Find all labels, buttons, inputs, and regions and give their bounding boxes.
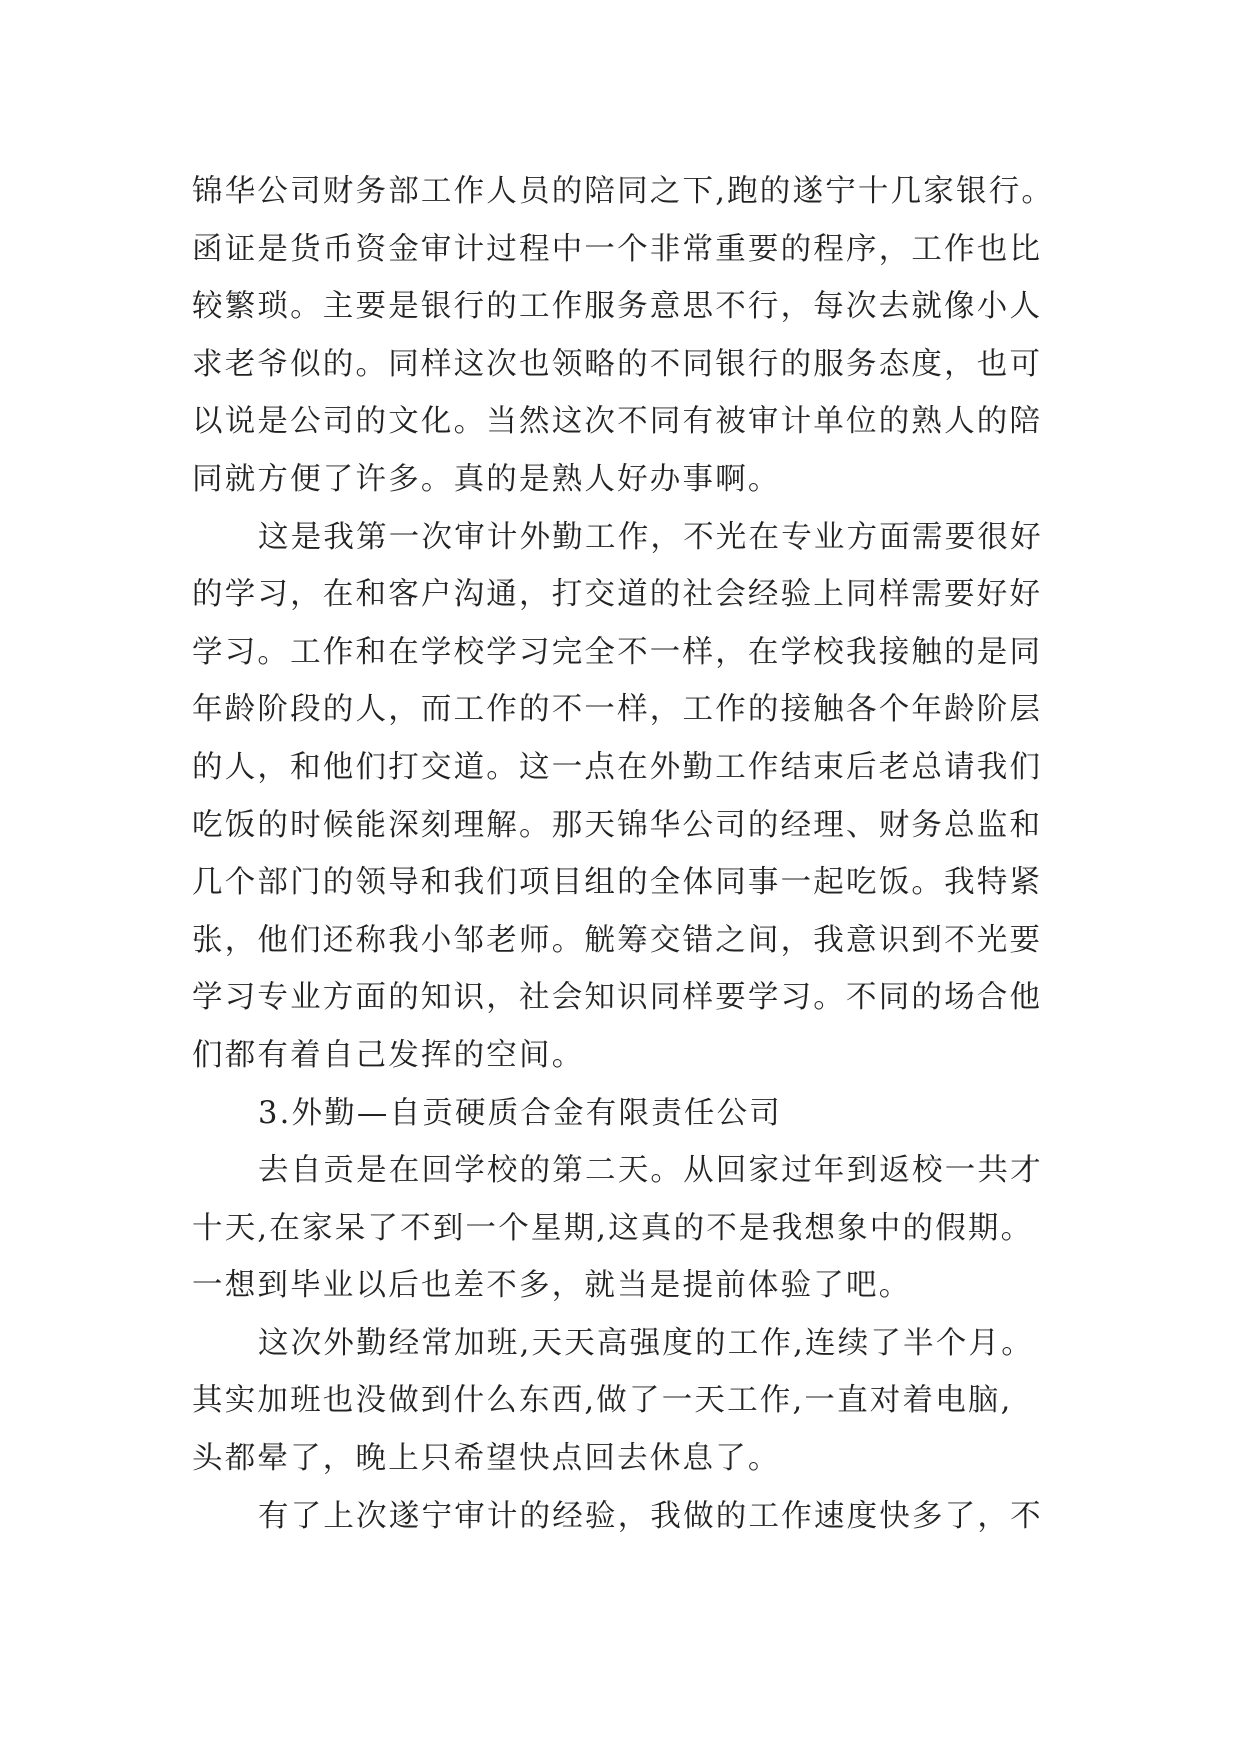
text-line: 头都晕了，晚上只希望快点回去休息了。 bbox=[192, 1441, 781, 1477]
text-line: 3.外勤—自贡硬质合金有限责任公司 bbox=[258, 1095, 782, 1131]
text-line: 较繁琐。主要是银行的工作服务意思不行，每次去就像小人 bbox=[192, 289, 1043, 325]
text-line: 有了上次遂宁审计的经验，我做的工作速度快多了，不 bbox=[258, 1498, 1043, 1534]
text-line: 几个部门的领导和我们项目组的全体同事一起吃饭。我特紧 bbox=[192, 865, 1043, 901]
text-line: 学习。工作和在学校学习完全不一样，在学校我接触的是同 bbox=[192, 634, 1043, 670]
text-line: 这是我第一次审计外勤工作，不光在专业方面需要很好 bbox=[258, 519, 1043, 555]
text-line: 们都有着自己发挥的空间。 bbox=[192, 1037, 585, 1073]
document-body bbox=[192, 163, 1092, 1545]
text-line: 十天,在家呆了不到一个星期,这真的不是我想象中的假期。 bbox=[192, 1210, 1034, 1246]
text-line: 这次外勤经常加班,天天高强度的工作,连续了半个月。 bbox=[258, 1325, 1034, 1361]
text-line: 张，他们还称我小邹老师。觥筹交错之间，我意识到不光要 bbox=[192, 922, 1043, 958]
text-line: 同就方便了许多。真的是熟人好办事啊。 bbox=[192, 461, 781, 497]
text-line: 学习专业方面的知识，社会知识同样要学习。不同的场合他 bbox=[192, 980, 1043, 1016]
text-line: 的学习，在和客户沟通，打交道的社会经验上同样需要好好 bbox=[192, 577, 1043, 613]
text-line: 其实加班也没做到什么东西,做了一天工作,一直对着电脑, bbox=[192, 1383, 1013, 1419]
text-line: 求老爷似的。同样这次也领略的不同银行的服务态度，也可 bbox=[192, 346, 1043, 382]
text-line: 函证是货币资金审计过程中一个非常重要的程序，工作也比 bbox=[192, 231, 1043, 267]
text-line: 的人，和他们打交道。这一点在外勤工作结束后老总请我们 bbox=[192, 749, 1043, 785]
text-line: 去自贡是在回学校的第二天。从回家过年到返校一共才 bbox=[258, 1153, 1043, 1189]
text-line: 以说是公司的文化。当然这次不同有被审计单位的熟人的陪 bbox=[192, 404, 1043, 440]
text-line: 吃饭的时候能深刻理解。那天锦华公司的经理、财务总监和 bbox=[192, 807, 1043, 843]
text-line: 锦华公司财务部工作人员的陪同之下,跑的遂宁十几家银行。 bbox=[192, 174, 1055, 209]
text-line: 一想到毕业以后也差不多，就当是提前体验了吧。 bbox=[192, 1268, 912, 1304]
text-line: 年龄阶段的人，而工作的不一样，工作的接触各个年龄阶层 bbox=[192, 692, 1043, 728]
